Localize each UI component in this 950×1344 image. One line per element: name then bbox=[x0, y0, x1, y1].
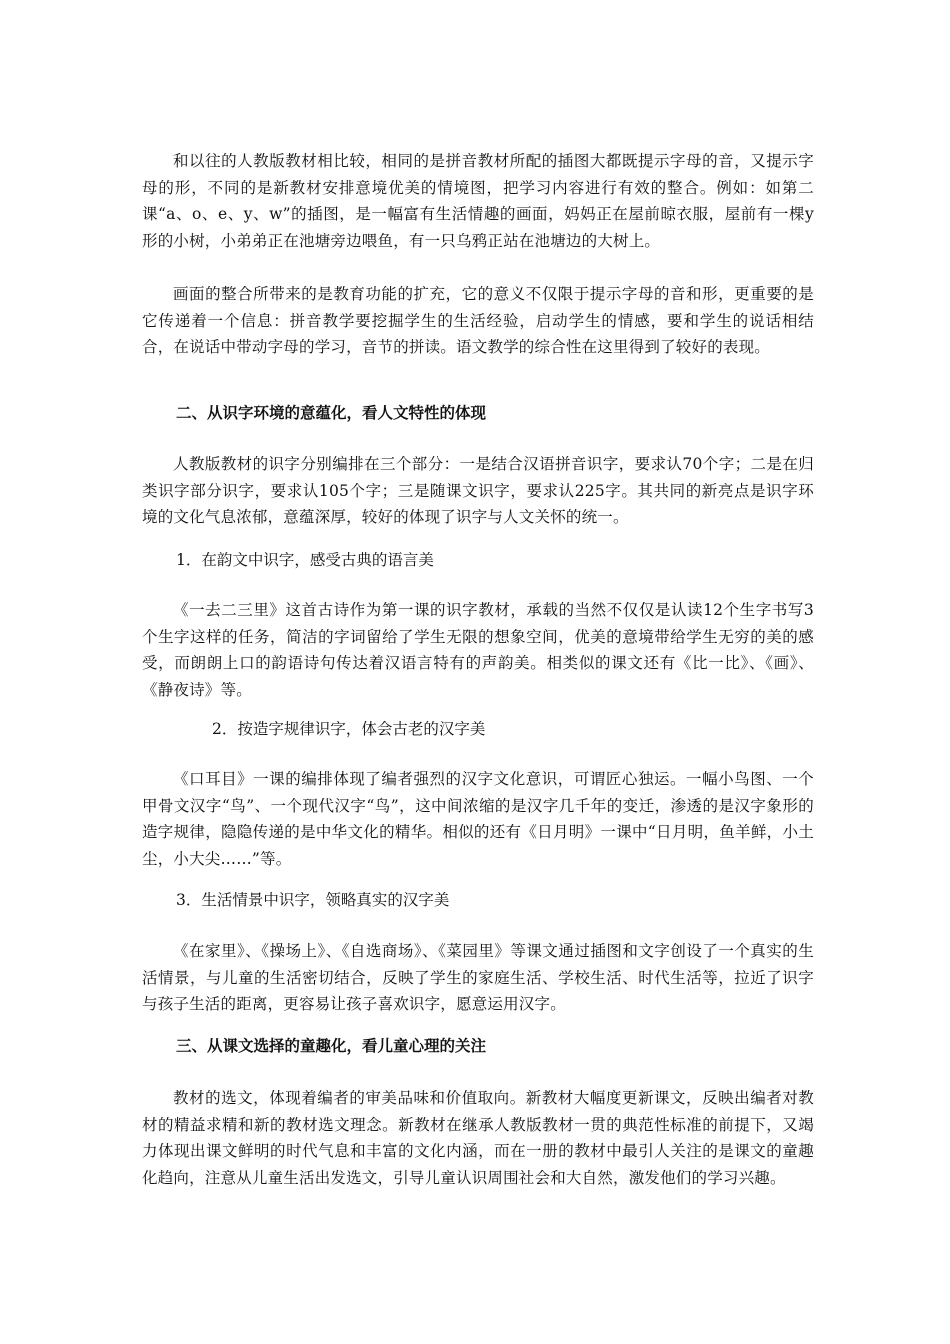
paragraph-text-selection: 教材的选文，体现着编者的审美品味和价值取向。新教材大幅度更新课文，反映出编者对教材的精益求精和新的教材选文理念。新教材在继承人教版教材一贯的典范性标准的前提下，又竭力体现出课文鲜明的时代气息和丰富的文化内涵，而在一册的教材中最引人关注的是课文的童趣化趋向，注意从儿童生活出发选文，引导儿童认识周围社会和大自然，激发他们的学习兴趣。 bbox=[142, 1089, 814, 1187]
paragraph-integration-effect: 画面的整合所带来的是教育功能的扩充，它的意义不仅限于提示字母的音和形，更重要的是它传递着一个信息：拼音教学要挖掘学生的生活经验，启动学生的情感，要和学生的说话相结合，在说话中带动字母的学习，音节的拼读。语文教学的综合性在这里得到了较好的表现。 bbox=[142, 285, 814, 356]
paragraph-life-scenes: 《在家里》、《操场上》、《自选商场》、《菜园里》等课文通过插图和文字创设了一个真实的生活情景，与儿童的生活密切结合，反映了学生的家庭生活、学校生活、时代生活等，拉近了识字与孩子生活的距离，更容易让孩子喜欢识字，愿意运用汉字。 bbox=[142, 942, 814, 1013]
section-heading-2: 二、从识字环境的意蕴化，看人文特性的体现 bbox=[176, 403, 487, 422]
paragraph-character-rules: 《口耳目》一课的编排体现了编者强烈的汉字文化意识，可谓匠心独运。一幅小鸟图、一个甲骨文汉字“鸟”、一个现代汉字“鸟”，这中间浓缩的是汉字几千年的变迁，渗透的是汉字象形的造字规律，隐隐传递的是中华文化的精华。相似的还有《日月明》一课中“日月明，鱼羊鲜，小土尘，小大尖……”等。 bbox=[142, 770, 814, 868]
paragraph-ancient-poem: 《一去二三里》这首古诗作为第一课的识字教材，承载的当然不仅仅是认读12个生字书写3个生字这样的任务，简洁的字词留给了学生无限的想象空间，优美的意境带给学生无穷的美的感受，而朗朗上口的韵语诗句传达着汉语言特有的声韵美。相类似的课文还有《比一比》、《画》、《静夜诗》等。 bbox=[142, 601, 814, 699]
paragraph-pinyin-illustrations: 和以往的人教版教材相比较，相同的是拼音教材所配的插图大都既提示字母的音，又提示字母的形，不同的是新教材安排意境优美的情境图，把学习内容进行有效的整合。例如：如第二课“a、o、e、y、w”的插图，是一幅富有生活情趣的画面，妈妈正在屋前晾衣服，屋前有一棵y形的小树，小弟弟正在池塘旁边喂鱼，有一只乌鸦正站在池塘边的大树上。 bbox=[142, 152, 814, 250]
subheading-3: 3．生活情景中识字，领略真实的汉字美 bbox=[176, 891, 450, 909]
subheading-1: 1．在韵文中识字，感受古典的语言美 bbox=[176, 551, 434, 569]
subheading-2: 2．按造字规律识字，体会古老的汉字美 bbox=[212, 720, 486, 738]
paragraph-literacy-parts: 人教版教材的识字分别编排在三个部分：一是结合汉语拼音识字，要求认70个字；二是在归类识字部分识字，要求认105个字；三是随课文识字，要求认225字。其共同的新亮点是识字环境的文化气息浓郁，意蕴深厚，较好的体现了识字与人文关怀的统一。 bbox=[142, 455, 814, 526]
section-heading-3: 三、从课文选择的童趣化，看儿童心理的关注 bbox=[176, 1036, 487, 1055]
